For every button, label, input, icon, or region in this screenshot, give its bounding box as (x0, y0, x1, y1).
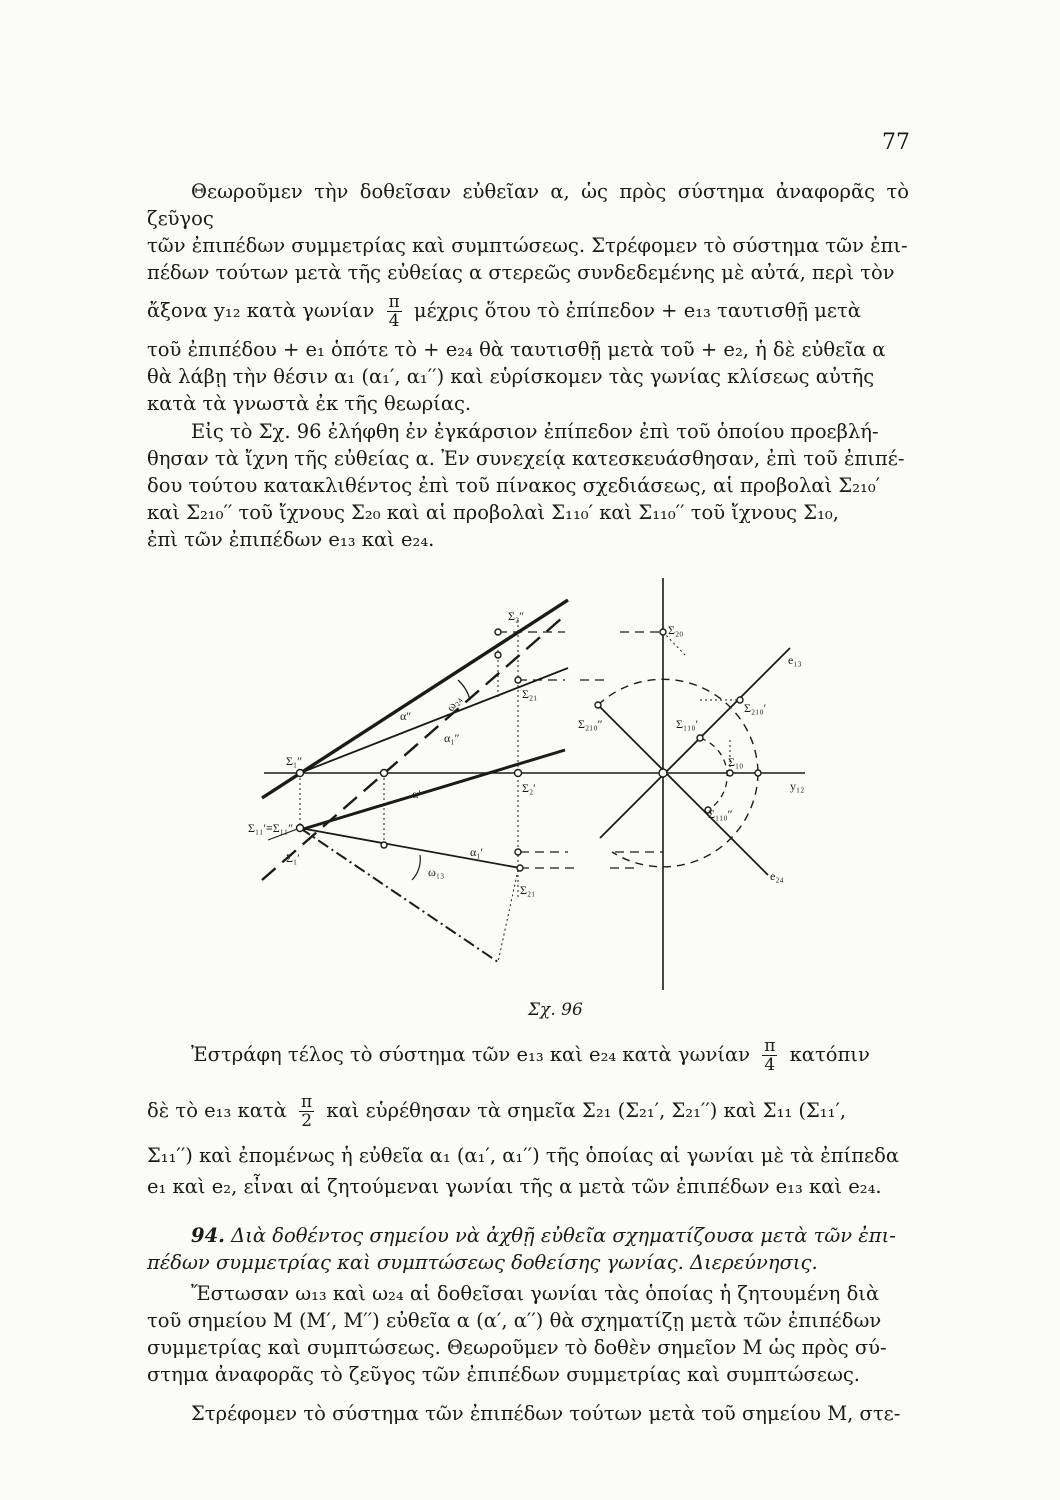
label-a1p: α₁′ (470, 845, 484, 859)
point (297, 825, 304, 832)
text-line: δου τούτου κατακλιθέντος ἐπὶ τοῦ πίνακος σχεδιάσεως, αἱ προβολαὶ Σ₂₁₀′ (147, 474, 881, 497)
text-line: συμμετρίας καὶ συμπτώσεως. Θεωροῦμεν τὸ δοθὲν σημεῖον Μ ὡς πρὸς σύ- (147, 1336, 887, 1359)
angle-arc-omega24 (458, 680, 470, 700)
text-line: τοῦ σημείου Μ (Μ′, Μ′′) εὐθεῖα α (α′, α′′) θὰ σχηματίζῃ μετὰ τῶν ἐπιπέδων (147, 1309, 882, 1332)
point (595, 702, 601, 708)
paragraph-5 (147, 1400, 909, 1427)
dashed-construction-line (262, 618, 562, 880)
point (755, 770, 761, 776)
fraction-numerator: π (388, 292, 400, 312)
text-segment: κατόπιν (789, 1043, 870, 1066)
label-s10: Σ₁₀ (728, 755, 744, 769)
label-omega24: ω₂₄ (442, 692, 464, 714)
fraction (299, 1093, 314, 1130)
label-s2pp: Σ₂″ (508, 609, 525, 623)
text-line: τῶν ἐπιπέδων συμμετρίας καὶ συμπτώσεως. Στρέφομεν τὸ σύστημα τῶν ἐπι- (147, 234, 908, 257)
point (659, 769, 667, 777)
text-line: Εἰς τὸ Σχ. 96 ἐλήφθη ἐν ἐγκάρσιον ἐπίπεδον ἐπὶ τοῦ ὁποίου προεβλή- (191, 420, 879, 443)
label-ap: α′ (412, 787, 421, 801)
point (381, 842, 387, 848)
fraction (387, 293, 402, 330)
label-s21-top: Σ₂₁ (522, 687, 538, 701)
point (727, 770, 733, 776)
text-line: Θεωροῦμεν τὴν δοθεῖσαν εὐθεῖαν α, ὡς πρὸς σύστημα ἀναφορᾶς τὸ ζεῦγος (147, 180, 909, 230)
text-line-with-fraction (147, 1086, 909, 1136)
dash-dot-line (300, 828, 498, 962)
label-s11: Σ₁₁′≡Σ₁₁″ (248, 821, 294, 835)
text-line: ἐπὶ τῶν ἐπιπέδων e₁₃ καὶ e₂₄. (147, 528, 435, 551)
text-segment: δὲ τὸ e₁₃ κατὰ (147, 1099, 287, 1122)
section-title-line: πέδων συμμετρίας καὶ συμπτώσεως δοθείσης γωνίας. Διερεύνησις. (147, 1251, 818, 1274)
figure-caption: Σχ. 96 (528, 1000, 583, 1020)
fraction-denominator: 4 (764, 1055, 776, 1075)
text-line: τοῦ ἐπιπέδου + e₁ ὁπότε τὸ + e₂₄ θὰ ταυτισθῇ μετὰ τοῦ + e₂, ἡ δὲ εὐθεῖα α (147, 338, 886, 361)
fraction-denominator: 4 (388, 311, 400, 331)
text-line: κατὰ τὰ γνωστὰ ἐκ τῆς θεωρίας. (147, 392, 472, 415)
section-title: Διὰ δοθέντος σημείου νὰ ἀχθῇ εὐθεῖα σχηματίζουσα μετὰ τῶν ἐπι- (231, 1224, 896, 1247)
label-s21-bottom: Σ₂₁ (520, 883, 536, 897)
text-line: θησαν τὰ ἴχνη τῆς εὐθείας α. Ἐν συνεχείᾳ κατεσκευάσθησαν, ἐπὶ τοῦ ἐπιπέ- (147, 447, 905, 470)
text-line: πέδων τούτων μετὰ τῆς εὐθείας α στερεῶς συνδεδεμένης μὲ αὐτά, περὶ τὸν (147, 261, 895, 284)
text-line: θὰ λάβῃ τὴν θέσιν α₁ (α₁′, α₁′′) καὶ εὑρίσκομεν τὰς γωνίας κλίσεως αὐτῆς (147, 365, 875, 388)
point (515, 849, 521, 855)
line-alpha1-double-prime (300, 668, 568, 773)
section-number: 94. (191, 1224, 225, 1247)
fraction-numerator: π (764, 1036, 776, 1056)
point (495, 652, 501, 658)
label-e13: e₁₃ (788, 653, 802, 667)
point (660, 629, 666, 635)
line-e13 (600, 648, 790, 838)
label-s110pp: Σ₁₁₀″ (708, 807, 733, 821)
dashed-arc (700, 738, 727, 810)
point (697, 735, 703, 741)
text-line-with-fraction (147, 286, 909, 336)
text-line-with-fraction (147, 1030, 909, 1080)
paragraph-3 (147, 1030, 909, 1200)
text-segment: καὶ εὑρέθησαν τὰ σημεῖα Σ₂₁ (Σ₂₁′, Σ₂₁′′) καὶ Σ₁₁ (Σ₁₁′, (326, 1099, 847, 1122)
paragraph-2 (147, 418, 909, 553)
section-94 (147, 1222, 909, 1276)
fraction-denominator: 2 (301, 1111, 313, 1131)
point (517, 865, 523, 871)
label-e24: e₂₄ (770, 869, 784, 883)
label-s110p: Σ₁₁₀′ (676, 717, 699, 731)
fraction (762, 1037, 777, 1074)
text-line: Στρέφομεν τὸ σύστημα τῶν ἐπιπέδων τούτων μετὰ τοῦ σημείου Μ, στε- (191, 1402, 901, 1425)
point (297, 770, 304, 777)
label-s1pp: Σ₁″ (286, 754, 303, 768)
projection-line (498, 870, 518, 962)
line-alpha1-prime (300, 828, 520, 868)
text-segment: μέχρις ὅτου τὸ ἐπίπεδον + e₁₃ ταυτισθῇ μετὰ (413, 299, 861, 322)
label-omega13: ω₁₃ (428, 865, 445, 879)
label-s210p: Σ₂₁₀′ (744, 701, 767, 715)
text-segment: Ἐστράφη τέλος τὸ σύστημα τῶν e₁₃ καὶ e₂₄ κατὰ γωνίαν (191, 1043, 750, 1066)
dashed-arc (612, 773, 758, 867)
figure-96 (0, 570, 1060, 990)
point (381, 770, 388, 777)
text-line: στημα ἀναφορᾶς τὸ ζεῦγος τῶν ἐπιπέδων συμμετρίας καὶ συμπτώσεως. (147, 1363, 860, 1386)
text-line: Σ₁₁′′) καὶ ἐπομένως ἡ εὐθεῖα α₁ (α₁′, α₁′′) τῆς ὁποίας αἱ γωνίαι μὲ τὰ ἐπίπεδα (147, 1144, 900, 1167)
point (495, 629, 501, 635)
label-y12: y₁₂ (790, 779, 805, 793)
label-s20: Σ₂₀ (668, 623, 684, 637)
label-s2p: Σ₂′ (522, 781, 536, 795)
text-line: e₁ καὶ e₂, εἶναι αἱ ζητούμεναι γωνίαι τῆς α μετὰ τῶν ἐπιπέδων e₁₃ καὶ e₂₄. (147, 1175, 882, 1198)
paragraph-4 (147, 1280, 909, 1388)
paragraph-1 (147, 178, 909, 417)
label-s210pp: Σ₂₁₀″ (578, 717, 603, 731)
text-segment: ἄξονα y₁₂ κατὰ γωνίαν (147, 299, 375, 322)
label-a1pp: α₁″ (444, 731, 460, 745)
fraction-numerator: π (301, 1092, 313, 1112)
text-line: Ἔστωσαν ω₁₃ καὶ ω₂₄ αἱ δοθεῖσαι γωνίαι τὰς ὁποίας ἡ ζητουμένη διὰ (191, 1282, 880, 1305)
label-s1p: Σ₁′ (286, 851, 300, 865)
point (515, 770, 522, 777)
point (515, 677, 521, 683)
angle-arc-omega13 (412, 855, 420, 880)
point (737, 697, 743, 703)
text-line: καὶ Σ₂₁₀′′ τοῦ ἴχνους Σ₂₀ καὶ αἱ προβολαὶ Σ₁₁₀′ καὶ Σ₁₁₀′′ τοῦ ἴχνους Σ₁₀, (147, 501, 839, 524)
section-title-line (147, 1222, 909, 1249)
label-alpha-pp: α″ (400, 709, 412, 723)
page-number: 77 (882, 130, 910, 155)
